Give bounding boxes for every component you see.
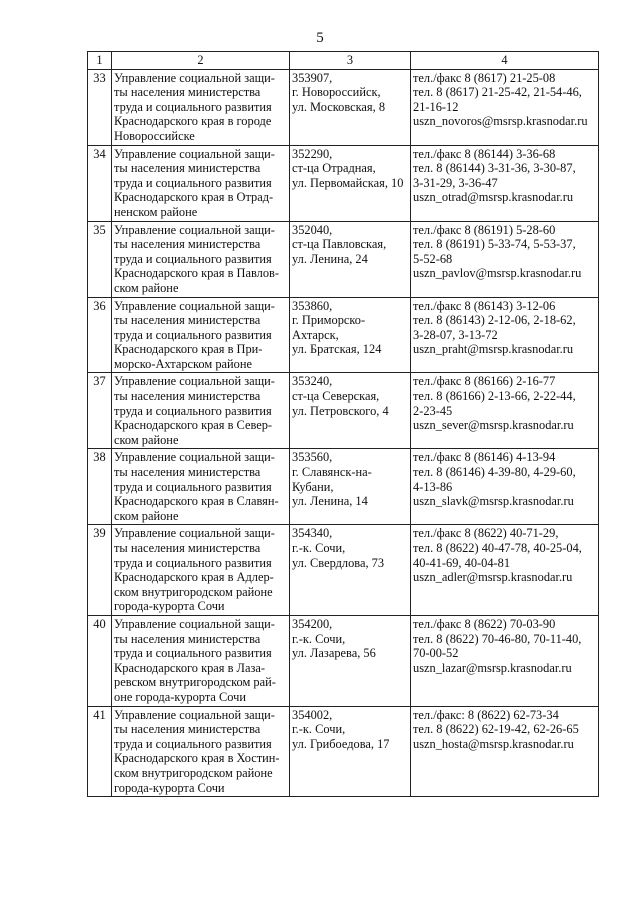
agency-name-line: Управление социальной защи- — [114, 146, 275, 161]
contacts-cell — [411, 525, 599, 616]
table-header — [88, 52, 599, 70]
address-line: г. Славянск-на- — [292, 465, 372, 480]
address-line: г. Приморско- — [292, 313, 366, 328]
contact-line: тел./факс 8 (86146) 4-13-94 — [413, 450, 556, 465]
column-header: 3 — [290, 52, 411, 70]
contacts-cell — [411, 615, 599, 706]
agency-name-line: труда и социального развития — [114, 403, 272, 418]
contacts-cell — [411, 221, 599, 297]
address-line: ул. Братская, 124 — [292, 342, 382, 357]
contact-line: 70-00-52 — [413, 646, 459, 661]
address-line: 352040, — [292, 222, 333, 237]
agency-name-line: ском районе — [114, 508, 179, 523]
table-row — [88, 373, 599, 449]
contact-line: uszn_pavlov@msrsp.krasnodar.ru — [413, 266, 582, 281]
contact-line: тел./факс 8 (8617) 21-25-08 — [413, 70, 556, 85]
table-row — [88, 525, 599, 616]
address-line: ст-ца Северская, — [292, 389, 380, 404]
contact-line: 4-13-86 — [413, 479, 453, 494]
agency-name-line: труда и социального развития — [114, 175, 272, 190]
agency-name-line: ском районе — [114, 432, 179, 447]
contact-line: 5-52-68 — [413, 251, 453, 266]
agency-name-line: Краснодарского края в Славян- — [114, 494, 279, 509]
address-cell — [290, 297, 411, 373]
contact-line: тел./факс 8 (86191) 5-28-60 — [413, 222, 556, 237]
contact-line: uszn_otrad@msrsp.krasnodar.ru — [413, 190, 574, 205]
table-row — [88, 706, 599, 797]
address-line: ул. Свердлова, 73 — [292, 555, 385, 570]
address-cell — [290, 706, 411, 797]
agency-name-line: Краснодарского края в Лаза- — [114, 660, 265, 675]
contact-line: тел. 8 (8622) 62-19-42, 62-26-65 — [413, 722, 579, 737]
agency-name-line: труда и социального развития — [114, 736, 272, 751]
contacts-cell — [411, 69, 599, 145]
contact-line: uszn_praht@msrsp.krasnodar.ru — [413, 342, 574, 357]
row-number: 33 — [88, 69, 112, 145]
contact-line: 40-41-69, 40-04-81 — [413, 555, 511, 570]
agency-name-line: ты населения министерства — [114, 161, 261, 176]
contact-line: uszn_adler@msrsp.krasnodar.ru — [413, 570, 573, 585]
agency-name-line: Краснодарского края в Адлер- — [114, 570, 274, 585]
contact-line: 2-23-45 — [413, 403, 453, 418]
agency-name-line: ты населения министерства — [114, 85, 261, 100]
contacts-cell — [411, 297, 599, 373]
address-cell — [290, 373, 411, 449]
contacts-cell — [411, 145, 599, 221]
address-line: 353907, — [292, 70, 333, 85]
address-line: ул. Петровского, 4 — [292, 403, 389, 418]
contact-line: uszn_slavk@msrsp.krasnodar.ru — [413, 494, 574, 509]
contact-line: тел. 8 (86144) 3-31-36, 3-30-87, — [413, 161, 576, 176]
address-line: г.-к. Сочи, — [292, 631, 346, 646]
agency-name-line: труда и социального развития — [114, 479, 272, 494]
address-line: ул. Грибоедова, 17 — [292, 736, 390, 751]
contact-line: тел. 8 (86166) 2-13-66, 2-22-44, — [413, 389, 576, 404]
agency-table — [87, 51, 599, 797]
agency-name-line: Управление социальной защи- — [114, 70, 275, 85]
agency-name-line: труда и социального развития — [114, 251, 272, 266]
agency-name-line: ском районе — [114, 280, 179, 295]
agency-name-line: города-курорта Сочи — [114, 599, 225, 614]
agency-name-line: ском внутригородском районе — [114, 765, 273, 780]
agency-name-line: труда и социального развития — [114, 555, 272, 570]
address-line: г. Новороссийск, — [292, 85, 381, 100]
address-line: ул. Ленина, 24 — [292, 251, 368, 266]
address-line: 354340, — [292, 526, 333, 541]
address-line: 353240, — [292, 374, 333, 389]
contact-line: uszn_lazar@msrsp.krasnodar.ru — [413, 660, 572, 675]
agency-name-line: труда и социального развития — [114, 99, 272, 114]
table-row — [88, 297, 599, 373]
agency-name-line: ты населения министерства — [114, 237, 261, 252]
table-row — [88, 221, 599, 297]
table-row — [88, 615, 599, 706]
address-line: 354002, — [292, 707, 333, 722]
agency-name-line: труда и социального развития — [114, 327, 272, 342]
agency-name-cell — [112, 221, 290, 297]
address-line: ул. Лазарева, 56 — [292, 646, 376, 661]
row-number: 36 — [88, 297, 112, 373]
agency-name-line: ты населения министерства — [114, 631, 261, 646]
address-line: Кубани, — [292, 479, 334, 494]
contact-line: 3-28-07, 3-13-72 — [413, 327, 498, 342]
agency-name-cell — [112, 297, 290, 373]
address-line: ст-ца Отрадная, — [292, 161, 376, 176]
contact-line: тел./факс 8 (8622) 40-71-29, — [413, 526, 559, 541]
agency-name-line: Управление социальной защи- — [114, 298, 275, 313]
address-line: г.-к. Сочи, — [292, 722, 346, 737]
agency-name-cell — [112, 525, 290, 616]
agency-name-line: ты населения министерства — [114, 541, 261, 555]
contact-line: тел./факс 8 (86166) 2-16-77 — [413, 374, 556, 389]
address-cell — [290, 221, 411, 297]
agency-name-line: труда и социального развития — [114, 646, 272, 661]
table-body — [88, 69, 599, 797]
table-row — [88, 69, 599, 145]
agency-name-cell — [112, 69, 290, 145]
agency-name-line: Управление социальной защи- — [114, 374, 275, 389]
agency-name-line: ты населения министерства — [114, 313, 261, 328]
address-line: ст-ца Павловская, — [292, 237, 387, 252]
agency-name-line: морско-Ахтарском районе — [114, 356, 252, 371]
agency-name-line: Краснодарского края в При- — [114, 342, 263, 357]
address-line: 353860, — [292, 298, 333, 313]
contact-line: тел. 8 (8617) 21-25-42, 21-54-46, — [413, 85, 582, 100]
agency-name-line: ненском районе — [114, 204, 198, 219]
page-number: 5 — [316, 30, 324, 46]
row-number: 38 — [88, 449, 112, 525]
contact-line: тел. 8 (86143) 2-12-06, 2-18-62, — [413, 313, 576, 328]
row-number: 37 — [88, 373, 112, 449]
agency-name-line: Краснодарского края в Север- — [114, 418, 273, 433]
contact-line: тел. 8 (8622) 40-47-78, 40-25-04, — [413, 541, 582, 555]
table-row — [88, 449, 599, 525]
agency-name-line: ском внутригородском районе — [114, 584, 273, 599]
address-line: г.-к. Сочи, — [292, 541, 346, 555]
row-number: 41 — [88, 706, 112, 797]
column-header: 1 — [88, 52, 112, 70]
contact-line: uszn_novoros@msrsp.krasnodar.ru — [413, 114, 588, 129]
agency-name-line: Управление социальной защи- — [114, 450, 275, 465]
address-cell — [290, 615, 411, 706]
contact-line: тел./факс 8 (8622) 70-03-90 — [413, 616, 556, 631]
row-number: 35 — [88, 221, 112, 297]
agency-name-line: ты населения министерства — [114, 389, 261, 404]
address-line: 354200, — [292, 616, 333, 631]
agency-name-line: Управление социальной защи- — [114, 616, 275, 631]
contacts-cell — [411, 449, 599, 525]
contact-line: uszn_sever@msrsp.krasnodar.ru — [413, 418, 574, 433]
agency-name-cell — [112, 373, 290, 449]
column-header: 2 — [112, 52, 290, 70]
agency-name-line: Управление социальной защи- — [114, 707, 275, 722]
row-number: 39 — [88, 525, 112, 616]
agency-name-line: Краснодарского края в Отрад- — [114, 190, 274, 205]
address-line: ул. Ленина, 14 — [292, 494, 368, 509]
address-line: Ахтарск, — [292, 327, 339, 342]
contacts-cell — [411, 373, 599, 449]
contact-line: uszn_hosta@msrsp.krasnodar.ru — [413, 736, 574, 751]
agency-name-cell — [112, 449, 290, 525]
address-line: ул. Московская, 8 — [292, 99, 386, 114]
agency-name-line: оне города-курорта Сочи — [114, 689, 246, 704]
agency-name-cell — [112, 706, 290, 797]
address-cell — [290, 69, 411, 145]
contact-line: 3-31-29, 3-36-47 — [413, 175, 498, 190]
contact-line: тел./факс 8 (86143) 3-12-06 — [413, 298, 556, 313]
agency-name-line: Управление социальной защи- — [114, 222, 275, 237]
contact-line: тел./факс: 8 (8622) 62-73-34 — [413, 707, 559, 722]
contact-line: 21-16-12 — [413, 99, 459, 114]
address-line: 352290, — [292, 146, 333, 161]
row-number: 40 — [88, 615, 112, 706]
row-number: 34 — [88, 145, 112, 221]
agency-name-cell — [112, 145, 290, 221]
agency-name-cell — [112, 615, 290, 706]
contact-line: тел./факс 8 (86144) 3-36-68 — [413, 146, 556, 161]
agency-name-line: Краснодарского края в городе — [114, 114, 272, 129]
address-cell — [290, 525, 411, 616]
column-header: 4 — [411, 52, 599, 70]
agency-name-line: ты населения министерства — [114, 722, 261, 737]
agency-name-line: Управление социальной защи- — [114, 526, 275, 541]
address-cell — [290, 145, 411, 221]
contact-line: тел. 8 (86146) 4-39-80, 4-29-60, — [413, 465, 576, 480]
agency-name-line: Новороссийске — [114, 128, 195, 143]
address-cell — [290, 449, 411, 525]
table-row — [88, 145, 599, 221]
contacts-cell — [411, 706, 599, 797]
agency-name-line: Краснодарского края в Хостин- — [114, 751, 280, 766]
contact-line: тел. 8 (8622) 70-46-80, 70-11-40, — [413, 631, 582, 646]
agency-name-line: ты населения министерства — [114, 465, 261, 480]
agency-name-line: ревском внутригородском рай- — [114, 675, 276, 690]
address-line: ул. Первомайская, 10 — [292, 175, 404, 190]
agency-name-line: города-курорта Сочи — [114, 780, 225, 795]
agency-name-line: Краснодарского края в Павлов- — [114, 266, 280, 281]
address-line: 353560, — [292, 450, 333, 465]
contact-line: тел. 8 (86191) 5-33-74, 5-53-37, — [413, 237, 576, 252]
